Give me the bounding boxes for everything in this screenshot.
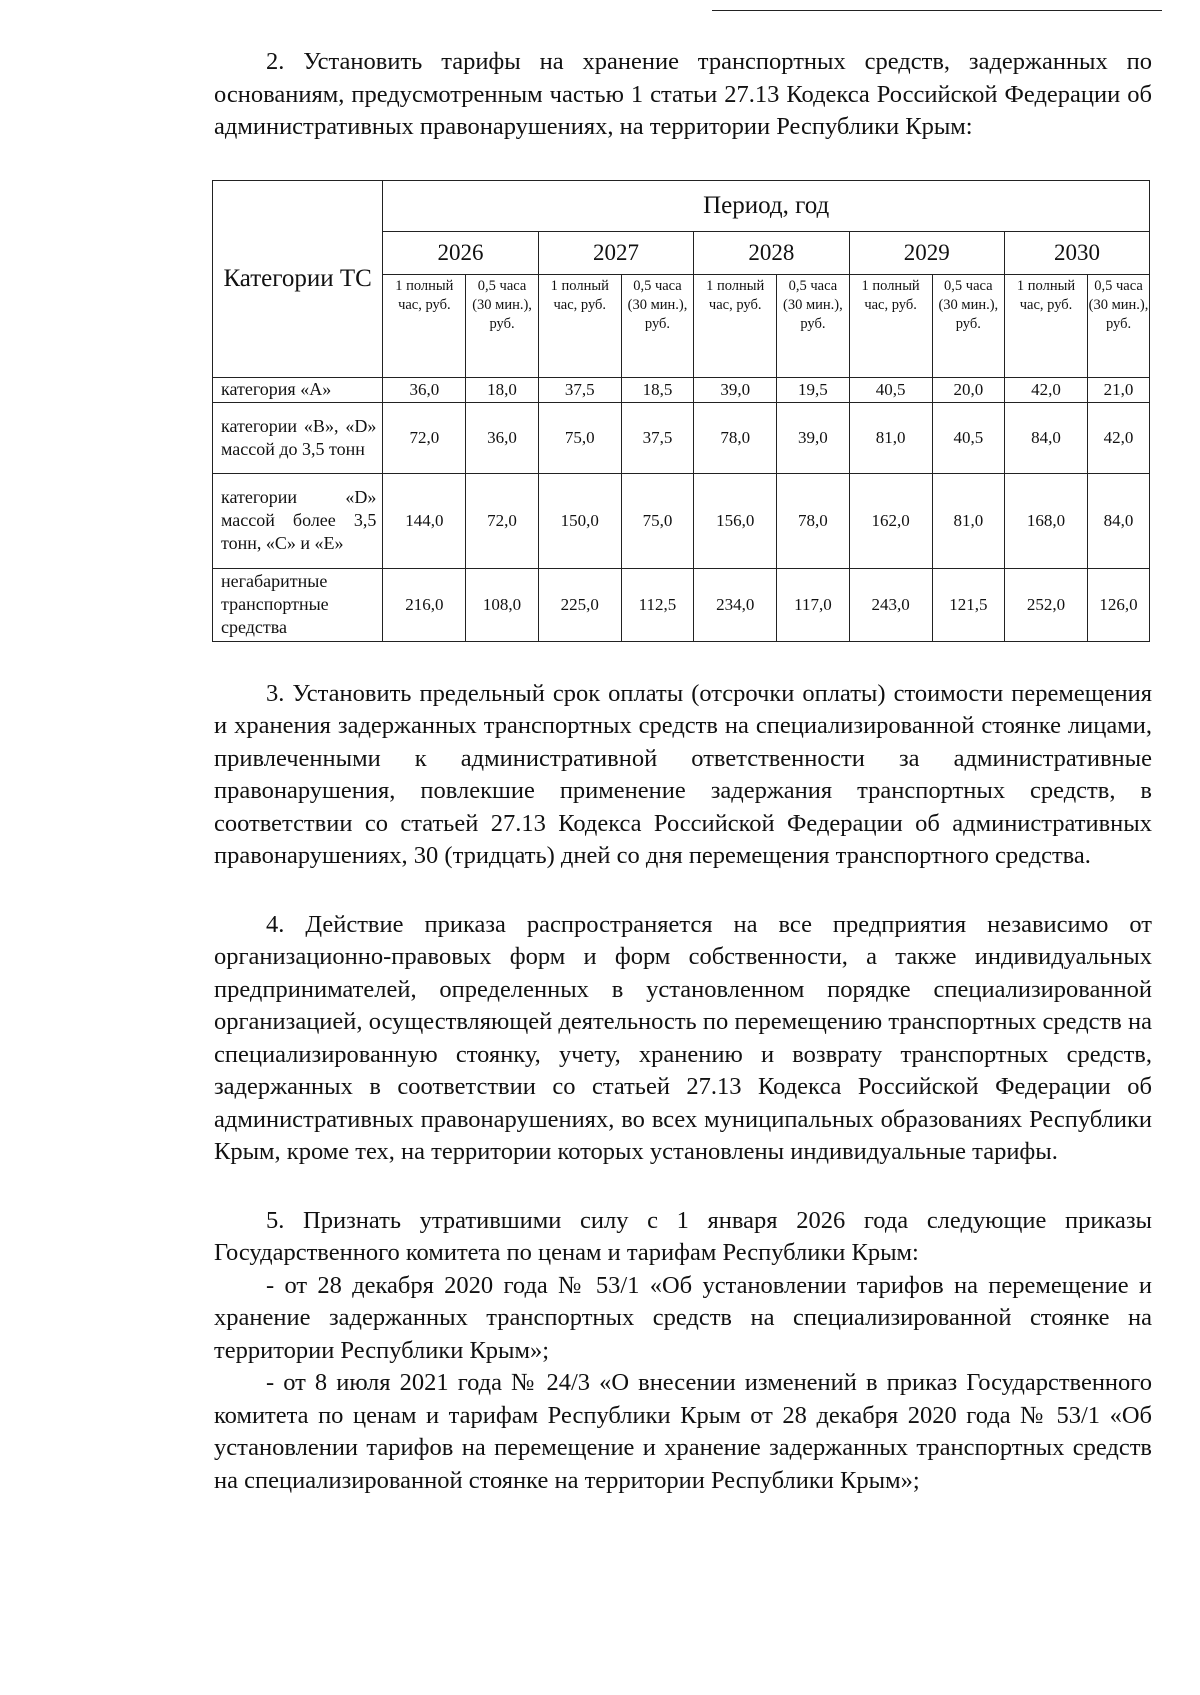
tariff-value: 18,0 <box>466 377 538 402</box>
tariff-value: 150,0 <box>538 473 621 568</box>
tariff-value: 121,5 <box>932 568 1004 641</box>
tariff-value: 168,0 <box>1005 473 1088 568</box>
unit-half-hour-header: 0,5 часа (30 мин.), руб. <box>777 274 849 377</box>
tariff-value: 40,5 <box>932 402 1004 473</box>
paragraph-2: 2. Установить тарифы на хранение транспортных средств, задержанных по основаниям, предусмотренным частью 1 статьи 27.13 Кодекса Российской Федерации об административных правонарушениях, на территории Республики Крым: <box>214 48 1152 140</box>
year-header: 2029 <box>849 231 1004 274</box>
tariff-value: 162,0 <box>849 473 932 568</box>
paragraph-4: 4. Действие приказа распространяется на все предприятия независимо от организационно-правовых форм и форм собственности, а также индивидуальных предпринимателей, определенных в установленном порядке специализированной организацией, осуществляющей деятельность по перемещению транспортных средств на специализированную стоянку, учету, хранению и возврату транспортных средств, задержанных в соответствии со статьей 27.13 Кодекса Российской Федерации об административных правонарушениях, во всех муниципальных образованиях Республики Крым, кроме тех, на территории которых установлены индивидуальные тарифы. <box>214 910 1152 1165</box>
tariff-value: 78,0 <box>777 473 849 568</box>
period-header: Период, год <box>383 180 1150 231</box>
tariff-value: 234,0 <box>694 568 777 641</box>
unit-full-hour-header: 1 полный час, руб. <box>1005 274 1088 377</box>
tariff-value: 36,0 <box>383 377 466 402</box>
tariff-value: 75,0 <box>621 473 693 568</box>
table-row <box>213 473 1150 568</box>
tariff-value: 19,5 <box>777 377 849 402</box>
header-rule <box>712 10 1162 11</box>
tariff-value: 156,0 <box>694 473 777 568</box>
year-header: 2027 <box>538 231 693 274</box>
tariff-value: 108,0 <box>466 568 538 641</box>
tariff-table <box>212 180 1150 642</box>
tariff-value: 81,0 <box>932 473 1004 568</box>
tariff-value: 42,0 <box>1088 402 1150 473</box>
tariff-value: 42,0 <box>1005 377 1088 402</box>
unit-half-hour-header: 0,5 часа (30 мин.), руб. <box>1088 274 1150 377</box>
tariff-value: 144,0 <box>383 473 466 568</box>
tariff-value: 37,5 <box>621 402 693 473</box>
tariff-value: 225,0 <box>538 568 621 641</box>
year-header: 2028 <box>694 231 849 274</box>
tariff-value: 81,0 <box>849 402 932 473</box>
unit-full-hour-header: 1 полный час, руб. <box>383 274 466 377</box>
category-header: Категории ТС <box>213 180 383 377</box>
tariff-value: 84,0 <box>1005 402 1088 473</box>
unit-full-hour-header: 1 полный час, руб. <box>538 274 621 377</box>
tariff-value: 37,5 <box>538 377 621 402</box>
tariff-value: 112,5 <box>621 568 693 641</box>
paragraph-5-item-2: - от 8 июля 2021 года № 24/3 «О внесении изменений в приказ Государственного комитета по ценам и тарифам Республики Крым от 28 декабря 2020 года № 53/1 «Об установлении тарифов на перемещение и хранение задержанных транспортных средств на специализированной стоянке на территории Республики Крым»; <box>214 1369 1152 1494</box>
tariff-value: 84,0 <box>1088 473 1150 568</box>
unit-half-hour-header: 0,5 часа (30 мин.), руб. <box>932 274 1004 377</box>
unit-full-hour-header: 1 полный час, руб. <box>849 274 932 377</box>
tariff-value: 18,5 <box>621 377 693 402</box>
unit-half-hour-header: 0,5 часа (30 мин.), руб. <box>466 274 538 377</box>
table-row <box>213 402 1150 473</box>
tariff-value: 39,0 <box>694 377 777 402</box>
tariff-value: 72,0 <box>466 473 538 568</box>
tariff-value: 126,0 <box>1088 568 1150 641</box>
category-cell: категория «А» <box>213 377 383 402</box>
year-header: 2030 <box>1005 231 1150 274</box>
paragraph-5-item-1: - от 28 декабря 2020 года № 53/1 «Об установлении тарифов на перемещение и хранение задержанных транспортных средств на специализированной стоянке на территории Республики Крым»; <box>214 1271 1152 1364</box>
unit-half-hour-header: 0,5 часа (30 мин.), руб. <box>621 274 693 377</box>
tariff-value: 40,5 <box>849 377 932 402</box>
document-page <box>214 46 1152 1497</box>
tariff-value: 252,0 <box>1005 568 1088 641</box>
tariff-value: 72,0 <box>383 402 466 473</box>
tariff-value: 78,0 <box>694 402 777 473</box>
category-cell: негабаритные транспортные средства <box>213 568 383 641</box>
tariff-value: 21,0 <box>1088 377 1150 402</box>
tariff-value: 216,0 <box>383 568 466 641</box>
category-cell: категории «D» массой более 3,5 тонн, «С» и «Е» <box>213 473 383 568</box>
category-cell: категории «В», «D» массой до 3,5 тонн <box>213 402 383 473</box>
paragraph-5: 5. Признать утратившими силу с 1 января 2026 года следующие приказы Государственного комитета по ценам и тарифам Республики Крым: <box>214 1206 1152 1266</box>
table-row <box>213 568 1150 641</box>
tariff-value: 36,0 <box>466 402 538 473</box>
tariff-value: 243,0 <box>849 568 932 641</box>
tariff-value: 39,0 <box>777 402 849 473</box>
paragraph-3: 3. Установить предельный срок оплаты (отсрочки оплаты) стоимости перемещения и хранения задержанных транспортных средств на специализированной стоянке лицами, привлеченными к административной ответственности за административные правонарушения, повлекшие применение задержания транспортных средств, в соответствии со статьей 27.13 Кодекса Российской Федерации об административных правонарушениях, 30 (тридцать) дней со дня перемещения транспортного средства. <box>214 679 1152 869</box>
table-row <box>213 377 1150 402</box>
tariff-value: 20,0 <box>932 377 1004 402</box>
tariff-value: 117,0 <box>777 568 849 641</box>
unit-full-hour-header: 1 полный час, руб. <box>694 274 777 377</box>
year-header: 2026 <box>383 231 538 274</box>
tariff-value: 75,0 <box>538 402 621 473</box>
